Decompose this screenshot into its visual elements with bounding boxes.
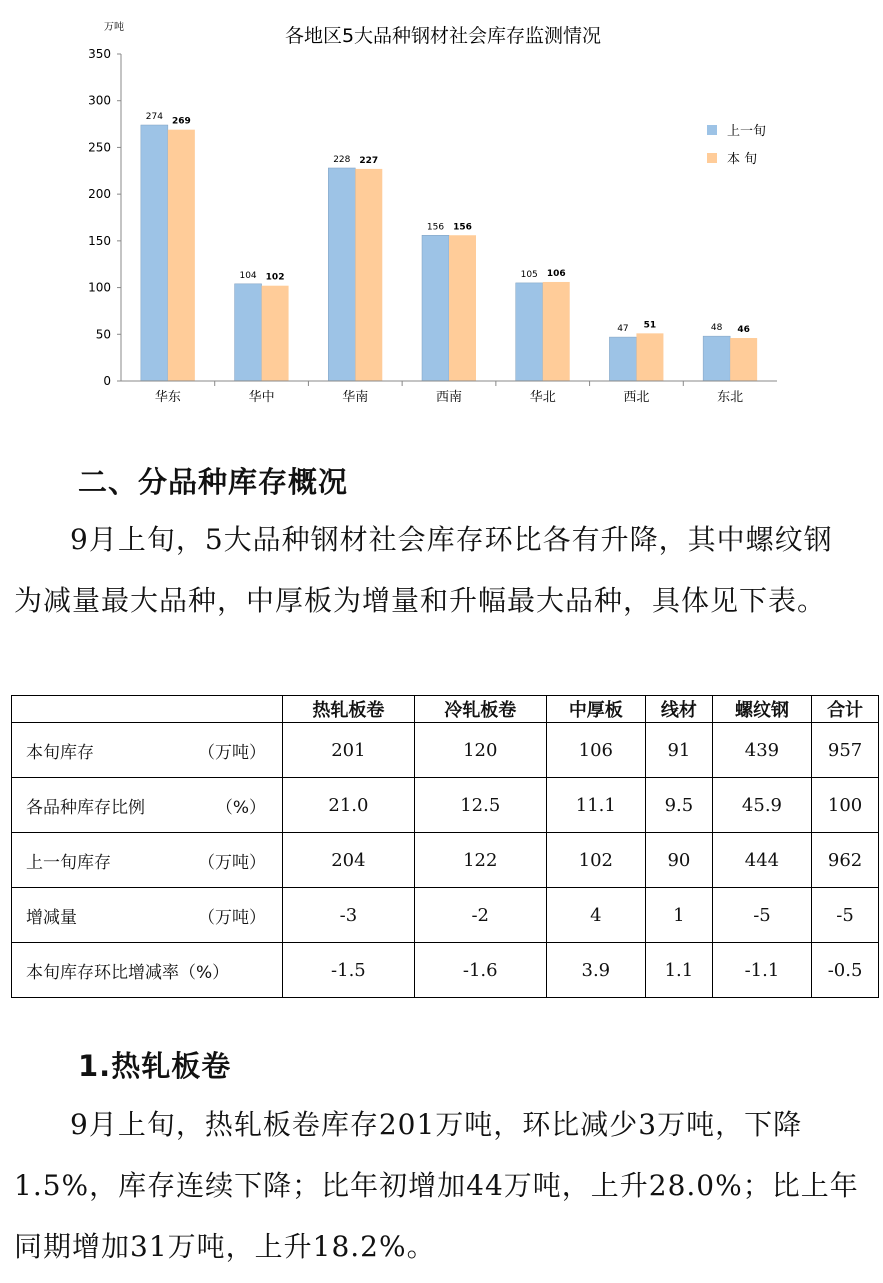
x-axis-labels [155,381,743,405]
y-tick-label: 200 [88,187,111,202]
inventory-bar-chart [0,0,883,440]
bars [141,112,757,381]
subsection-heading-hot-rolled: 1.热轧板卷 [78,1049,232,1083]
subsection-paragraph-hot-rolled: 9月上旬，热轧板卷库存201万吨，环比减少3万吨，下降1.5%，库存连续下降；比年初增加44万吨，上升28.0%；比上年同期增加31万吨，上升18.2%。 [14,1108,859,1263]
bar-current-period [636,333,663,381]
x-category-label: 西北 [623,390,650,405]
table-row-label [12,833,283,888]
table-cell: -3 [283,888,415,943]
bar-previous-period [516,283,543,381]
y-axis-unit-label: 万吨 [104,22,124,33]
x-category-label: 华中 [248,390,275,405]
table-cell: 21.0 [283,778,415,833]
bar-current-period [168,130,195,381]
row-label-text: 本旬库存 [26,742,94,763]
bar-data-label: 156 [453,222,472,233]
y-tick-label: 50 [95,327,111,342]
bar-data-label: 274 [145,112,163,123]
bar-current-period [262,286,289,381]
table-cell: 1 [645,888,712,943]
bar-data-label: 48 [710,323,723,334]
table-cell: -1.1 [712,943,811,998]
table-header: 螺纹钢 [712,696,811,723]
table-header: 冷轧板卷 [414,696,546,723]
table-cell: 957 [812,723,879,778]
table-header: 线材 [645,696,712,723]
bar-data-label: 228 [333,154,351,165]
y-tick-label: 0 [103,374,111,388]
table-cell: -1.6 [414,943,546,998]
table-row [12,723,879,778]
bar-data-label: 227 [359,155,379,166]
bar-previous-period [141,125,168,381]
section-heading-by-variety: 二、分品种库存概况 [78,465,349,499]
table-row [12,888,879,943]
table-cell: 120 [414,723,546,778]
table-header: 合计 [812,696,879,723]
table-cell: 106 [546,723,645,778]
legend-label: 上一旬 [727,124,767,139]
bar-previous-period [703,336,730,381]
bar-previous-period [422,235,449,381]
inventory-table [11,695,879,998]
row-label-text: 本旬库存环比增减率（%） [26,962,230,983]
bar-previous-period [328,168,355,381]
y-tick-label: 250 [88,140,111,155]
table-cell: 12.5 [414,778,546,833]
x-category-label: 华北 [529,390,556,405]
bar-data-label: 269 [171,116,191,127]
chart-title: 各地区5大品种钢材社会库存监测情况 [284,25,602,47]
row-label-text: 增减量 [26,907,77,928]
row-unit-text: （万吨） [198,907,266,928]
bar-current-period [543,282,570,381]
bar-current-period [355,169,382,381]
table-cell: 1.1 [645,943,712,998]
table-cell: 9.5 [645,778,712,833]
bar-data-label: 46 [737,325,750,336]
table-row [12,833,879,888]
bar-previous-period [235,284,262,381]
y-tick-label: 300 [88,93,111,108]
bar-data-label: 104 [239,270,257,281]
table-header: 中厚板 [546,696,645,723]
bar-data-label: 156 [426,222,445,233]
y-tick-label: 100 [88,280,111,295]
table-cell: 91 [645,723,712,778]
table-cell: 439 [712,723,811,778]
x-category-label: 华南 [342,390,369,405]
row-unit-text: （万吨） [198,742,266,763]
table-cell: -2 [414,888,546,943]
row-label-text: 各品种库存比例 [26,797,145,818]
x-category-label: 东北 [717,390,744,405]
table-cell: -5 [712,888,811,943]
table-cell: -5 [812,888,879,943]
bar-previous-period [609,337,636,381]
table-cell: 204 [283,833,415,888]
table-cell: -1.5 [283,943,415,998]
table-cell: 11.1 [546,778,645,833]
bar-current-period [449,235,476,381]
table-row [12,778,879,833]
table-cell: 444 [712,833,811,888]
bar-data-label: 47 [617,324,629,335]
bar-data-label: 105 [520,269,538,280]
table-row-label [12,778,283,833]
bar-data-label: 51 [643,320,657,331]
x-category-label: 西南 [435,390,463,405]
table-row-label [12,723,283,778]
table-row-label [12,943,283,998]
table-header-row [12,696,879,723]
chart-legend [707,124,766,167]
table-cell: 4 [546,888,645,943]
table-cell: 45.9 [712,778,811,833]
table-cell: 102 [546,833,645,888]
table-row-label [12,888,283,943]
table-cell: 201 [283,723,415,778]
legend-swatch [707,153,717,163]
row-unit-text: （万吨） [198,852,266,873]
y-axis-ticks [88,47,121,388]
bar-data-label: 106 [546,268,566,279]
legend-label: 本 旬 [727,152,758,167]
row-label-text: 上一旬库存 [26,852,111,873]
table-cell: 90 [645,833,712,888]
legend-swatch [707,125,717,135]
bar-data-label: 102 [265,272,285,283]
table-cell: 122 [414,833,546,888]
row-unit-text: （%） [215,797,266,818]
y-tick-label: 150 [88,233,111,248]
x-category-label: 华东 [154,390,181,405]
table-cell: -0.5 [812,943,879,998]
section-paragraph-by-variety: 9月上旬，5大品种钢材社会库存环比各有升降，其中螺纹钢为减量最大品种，中厚板为增量和升幅最大品种，具体见下表。 [14,523,833,617]
table-header: 热轧板卷 [283,696,415,723]
table-row [12,943,879,998]
table-cell: 962 [812,833,879,888]
table-cell: 100 [812,778,879,833]
table-cell: 3.9 [546,943,645,998]
bar-current-period [730,338,757,381]
y-tick-label: 350 [88,47,111,61]
table-header-corner [12,696,283,723]
